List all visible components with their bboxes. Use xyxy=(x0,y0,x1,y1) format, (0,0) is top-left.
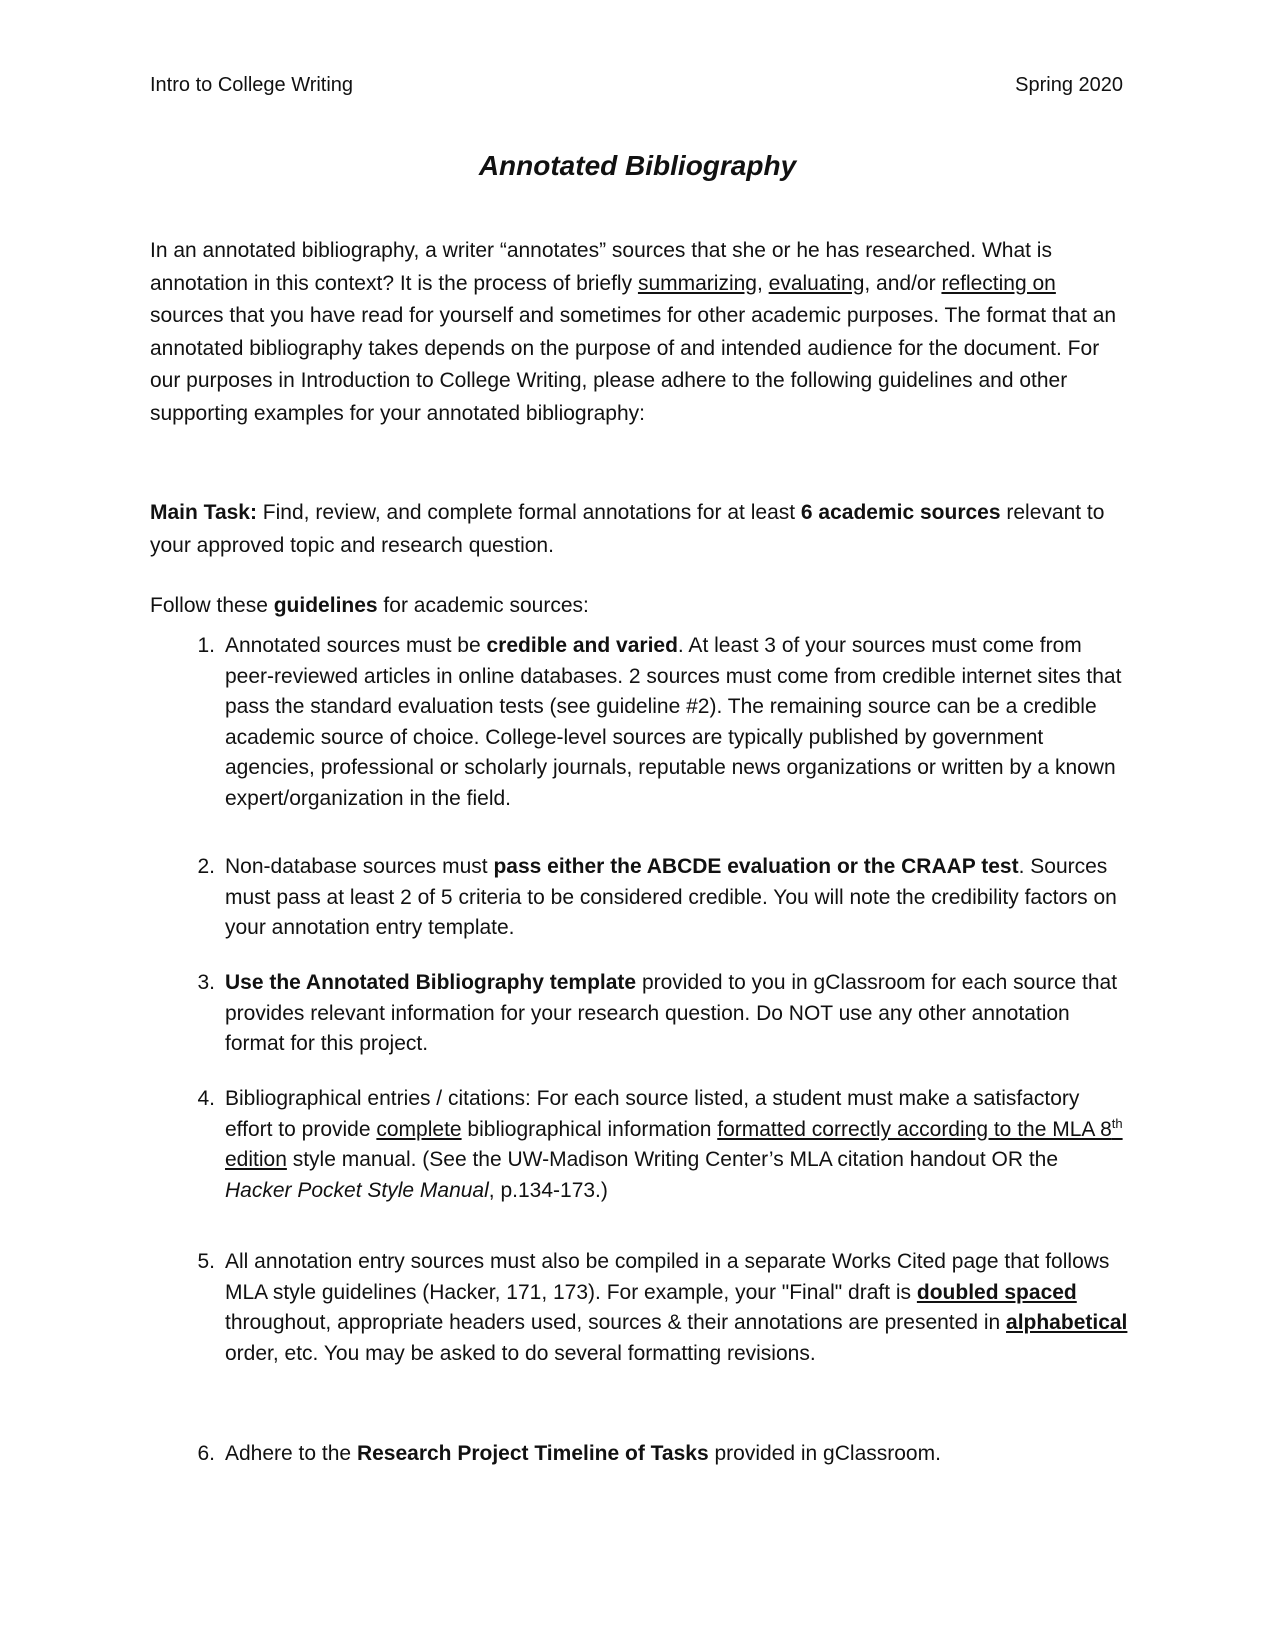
evaluating-term: evaluating xyxy=(768,271,865,295)
item-text-run: provided to you in gClassroom for each source that provides relevant information for your research question. Do NOT use any other annotation format for this project. xyxy=(225,971,1118,1055)
item-number: 6. xyxy=(197,1442,215,1465)
reflecting-term: reflecting on xyxy=(941,271,1056,295)
term: Spring 2020 xyxy=(1015,74,1123,96)
guideline-item-1 xyxy=(150,631,1130,814)
item-bold-underlined-run: doubled spaced xyxy=(916,1280,1077,1304)
item-number: 3. xyxy=(197,971,215,994)
follow-text: for academic sources: xyxy=(377,594,589,617)
mla-edition-text: edition xyxy=(225,1148,287,1171)
follow-text: Follow these xyxy=(150,594,274,617)
guideline-item-6 xyxy=(150,1439,1130,1470)
item-text-run: provided in gClassroom. xyxy=(708,1442,941,1465)
main-task-text: relevant to your approved topic and research question. xyxy=(150,501,1105,557)
item-text-run: . At least 3 of your sources must come from peer-reviewed articles in online databases. 2 sources must come from credible internet sites that pass the standard evaluation tests (see guideline #2). The remaining source can be a credible academic source of choice. College-level sources are typically published by government agencies, professional or scholarly journals, reputable news organizations or written by a known expert/organization in the field. xyxy=(225,634,1122,810)
intro-paragraph xyxy=(150,235,1130,430)
guideline-item-2 xyxy=(150,852,1130,944)
item-underlined-run: complete xyxy=(376,1117,462,1141)
main-task-paragraph xyxy=(150,497,1130,562)
guideline-item-5 xyxy=(150,1247,1130,1369)
main-task-count: 6 academic sources xyxy=(800,501,1001,524)
summarizing-term: summarizing xyxy=(637,271,757,295)
item-number: 5. xyxy=(197,1250,215,1273)
main-task-text: Find, review, and complete formal annotations for at least xyxy=(256,501,801,524)
item-text-run: Non-database sources must xyxy=(225,855,494,878)
item-text-run: bibliographical information xyxy=(461,1117,718,1141)
course-name: Intro to College Writing xyxy=(150,74,354,96)
ordinal-superscript: th xyxy=(1111,1115,1123,1131)
item-text-run: order, etc. You may be asked to do several formatting revisions. xyxy=(225,1341,816,1365)
item-bold-underlined-run: alphabetical xyxy=(1006,1311,1128,1334)
item-text-run: style manual. (See the UW-Madison Writing Center’s MLA citation handout OR the xyxy=(286,1148,1059,1171)
item-text-run: throughout, appropriate headers used, sources & their annotations are presented in xyxy=(225,1311,1007,1334)
item-bold-run: credible and varied xyxy=(486,634,678,657)
item-text-run: Annotated sources must be xyxy=(225,634,487,657)
intro-text: , xyxy=(756,271,769,295)
item-text xyxy=(225,852,1130,944)
item-text xyxy=(225,631,1130,814)
item-bold-run: pass either the ABCDE evaluation or the CRAAP test xyxy=(493,855,1019,878)
item-text xyxy=(225,1439,1130,1470)
mla-edition-text: formatted correctly according to the MLA 8 xyxy=(717,1117,1112,1141)
item-text-run: All annotation entry sources must also be compiled in a separate Works Cited page that follows MLA style guidelines (Hacker, 171, 173). For example, your "Final" draft is xyxy=(225,1250,1110,1304)
item-bold-run: Use the Annotated Bibliography template xyxy=(225,971,637,994)
item-text-run: Bibliographical entries / citations: For each source listed, a student must make a satisfactory effort to provide xyxy=(225,1087,1080,1141)
follow-guidelines-line xyxy=(150,590,1130,623)
book-title: Hacker Pocket Style Manual xyxy=(225,1178,489,1202)
item-text-run: Adhere to the xyxy=(225,1442,357,1465)
guideline-item-4 xyxy=(150,1084,1130,1206)
item-bold-run: Research Project Timeline of Tasks xyxy=(356,1442,709,1465)
item-text xyxy=(225,1247,1130,1369)
item-text-run: . Sources must pass at least 2 of 5 criteria to be considered credible. You will note the credibility factors on your annotation entry template. xyxy=(225,855,1117,939)
item-number: 1. xyxy=(197,634,215,657)
intro-text: sources that you have read for yourself and sometimes for other academic purposes. The format that an annotated bibliography takes depends on the purpose of and intended audience for the document. For our purposes in Introduction to College Writing, please adhere to the following guidelines and other supporting examples for your annotated bibliography: xyxy=(150,304,1117,425)
main-task-label: Main Task: xyxy=(150,501,257,524)
item-text xyxy=(225,968,1130,1060)
page-title: Annotated Bibliography xyxy=(478,150,797,181)
intro-text: In an annotated bibliography, a writer “annotates” sources that she or he has researched. What is annotation in this context? It is the process of briefly xyxy=(150,239,1052,295)
guidelines-term: guidelines xyxy=(273,594,378,617)
item-number: 2. xyxy=(197,855,215,878)
intro-text: , and/or xyxy=(864,271,942,295)
item-text-run: , p.134-173.) xyxy=(488,1178,608,1202)
guideline-item-3 xyxy=(150,968,1130,1060)
item-text xyxy=(225,1084,1130,1206)
item-number: 4. xyxy=(197,1087,215,1110)
